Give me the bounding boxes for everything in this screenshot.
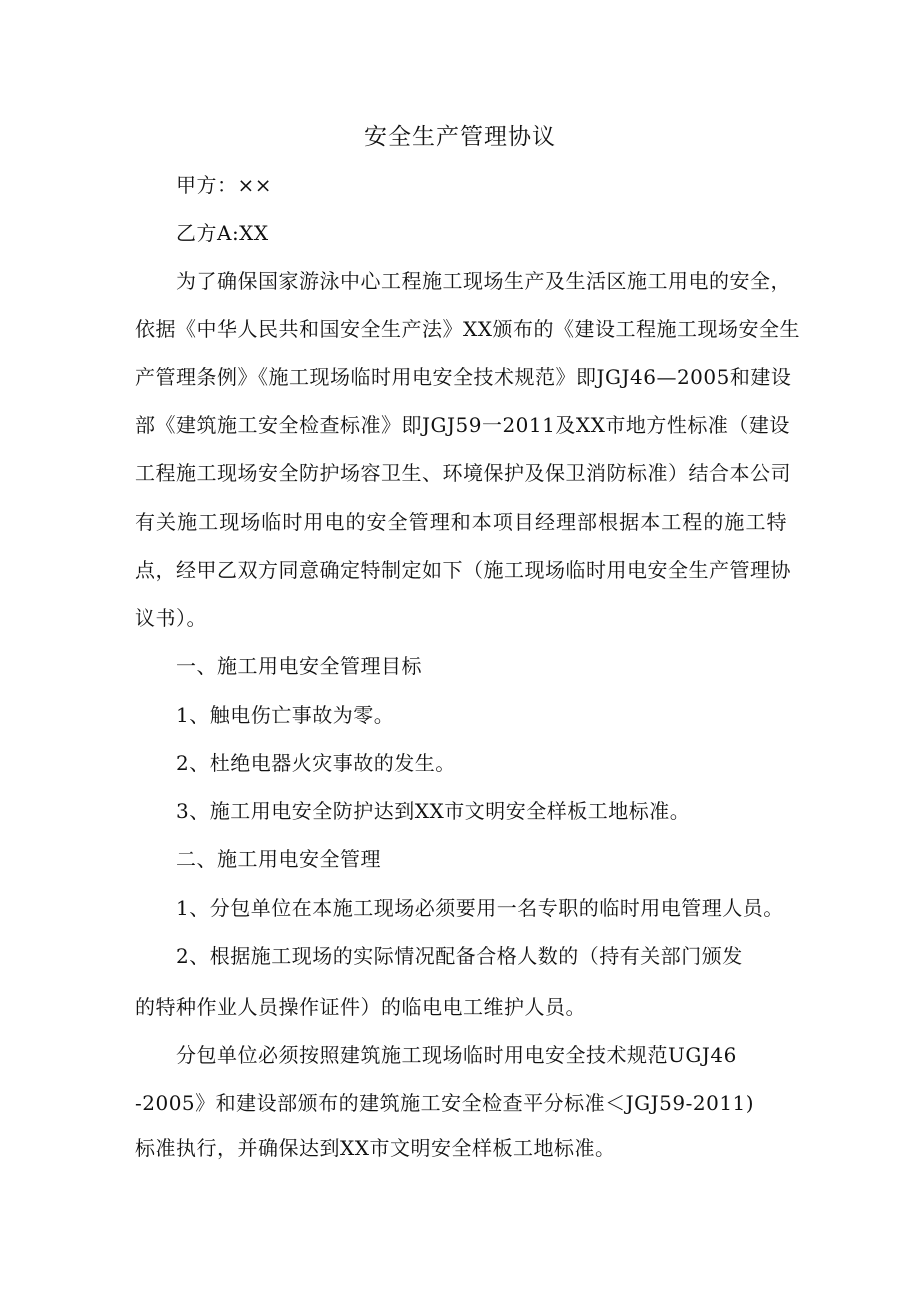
list-item: 2、杜绝电器火灾事故的发生。 [176,751,456,775]
list-item: 3、施工用电安全防护达到XX市文明安全样板工地标准。 [176,799,691,823]
list-item-continuation: 的特种作业人员操作证件）的临电电工维护人员。 [135,995,586,1019]
intro-paragraph-line: 点，经甲乙双方同意确定特制定如下（施工现场临时用电安全生产管理协 [135,558,791,582]
intro-paragraph-line: 为了确保国家游泳中心工程施工现场生产及生活区施工用电的安全， [176,269,791,293]
section-heading: 二、施工用电安全管理 [176,847,381,871]
intro-paragraph-line: 依据《中华人民共和国安全生产法》XX颁布的《建设工程施工现场安全生 [135,317,800,341]
section-heading: 一、施工用电安全管理目标 [176,654,422,678]
intro-paragraph-line: 议书）。 [135,606,207,630]
party-b-line: 乙方A:XX [176,221,269,245]
document-title: 安全生产管理协议 [364,124,556,150]
list-item: 1、分包单位在本施工现场必须要用一名专职的临时用电管理人员。 [176,896,784,920]
body-paragraph-line: 标准执行，并确保达到XX市文明安全样板工地标准。 [135,1136,616,1160]
intro-paragraph-line: 产管理条例》《施工现场临时用电安全技术规范》即JGJ46—2005和建设 [135,365,792,389]
intro-paragraph-line: 部《建筑施工安全检查标准》即JGJ59一2011及XX市地方性标准（建设 [135,413,790,437]
list-item: 1、触电伤亡事故为零。 [176,703,395,727]
body-paragraph-line: -2005》和建设部颁布的建筑施工安全检查平分标准＜JGJ59-2011) [135,1091,755,1115]
list-item: 2、根据施工现场的实际情况配备合格人数的（持有关部门颁发 [176,944,743,968]
intro-paragraph-line: 工程施工现场安全防护场容卫生、环境保护及保卫消防标准）结合本公司 [135,461,791,485]
party-a-line: 甲方：×× [176,173,273,197]
body-paragraph-line: 分包单位必须按照建筑施工现场临时用电安全技术规范UGJ46 [176,1043,737,1067]
intro-paragraph-line: 有关施工现场临时用电的安全管理和本项目经理部根据本工程的施工特 [135,510,787,534]
